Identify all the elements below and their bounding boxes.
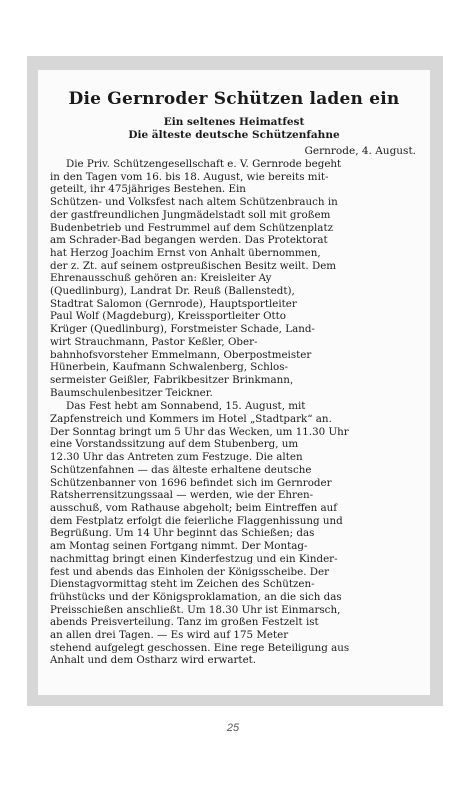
text-line: der gastfreundlichen Jungmädelstadt soll mit großem [50,208,331,221]
text-line: (Quedlinburg), Landrat Dr. Reuß (Ballenstedt), [50,285,295,298]
text-line: abends Preisverteilung. Tanz im großen Festzelt ist [50,616,319,629]
text-line: Paul Wolf (Magdeburg), Kreissportleiter Otto [50,310,286,323]
text-line: Schützen- und Volksfest nach altem Schützenbrauch in [50,196,338,209]
article-card [38,70,430,695]
text-line: Stadtrat Salomon (Gernrode), Hauptsportleiter [50,297,297,310]
paragraph-1 [50,158,418,399]
text-line: Die Priv. Schützengesellschaft e. V. Gernrode begeht [66,158,342,170]
text-line: Baumschulenbesitzer Teickner. [50,386,213,399]
subheading-2: Die älteste deutsche Schützenfahne [128,129,340,141]
text-line: Krüger (Quedlinburg), Forstmeister Schade, Land- [50,323,315,336]
page-number: 25 [226,722,240,734]
text-line: 12.30 Uhr das Antreten zum Festzuge. Die alten [50,451,303,464]
paragraph-2 [50,400,418,667]
text-line: am Schrader-Bad begangen werden. Das Protektorat [50,234,328,247]
text-line: nachmittag bringt einen Kinderfestzug und ein Kinder- [50,552,338,565]
text-line: Zapfenstreich und Kommers im Hotel „Stadtpark“ an. [50,413,332,426]
text-line: frühstücks und der Königsproklamation, an die sich das [50,590,342,603]
subheading-1: Ein seltenes Heimatfest [163,116,305,128]
text-line: Budenbetrieb und Festrummel auf dem Schützenplatz [50,221,334,234]
text-line: fest und abends das Einholen der Königsscheibe. Der [50,565,330,578]
text-line: Anhalt und dem Ostharz wird erwartet. [50,654,257,667]
text-line: in den Tagen vom 16. bis 18. August, wie bereits mit- [50,170,329,183]
text-line: Schützenfahnen — das älteste erhaltene deutsche [50,463,312,476]
text-line: geteilt, ihr 475jähriges Bestehen. Ein [50,183,246,196]
text-line: Preisschießen anschließt. Um 18.30 Uhr ist Einmarsch, [50,603,341,616]
text-line: dem Festplatz erfolgt die feierliche Flaggenhissung und [50,514,343,527]
text-line: Ehrenausschuß gehören an: Kreisleiter Ay [50,272,272,285]
text-line: der z. Zt. auf seinem ostpreußischen Besitz weilt. Dem [50,259,337,272]
dateline: Gernrode, 4. August. [304,145,416,157]
text-line: ausschuß, vom Rathause abgeholt; beim Eintreffen auf [50,501,338,514]
text-line: stehend aufgelegt geschossen. Eine rege Beteiligung aus [50,641,350,654]
text-line: Der Sonntag bringt um 5 Uhr das Wecken, um 11.30 Uhr [50,425,349,438]
text-line: hat Herzog Joachim Ernst von Anhalt übernommen, [50,246,321,259]
text-line: Das Fest hebt am Sonnabend, 15. August, mit [66,400,306,413]
text-line: Hünerbein, Kaufmann Schwalenberg, Schlos- [50,361,289,374]
text-line: Ratsherrensitzungssaal — werden, wie der Ehren- [50,489,314,502]
text-line: Schützenbanner von 1696 befindet sich im Gernroder [50,476,332,489]
text-line: bahnhofsvorsteher Emmelmann, Oberpostmeister [50,348,312,361]
text-line: Begrüßung. Um 14 Uhr beginnt das Schießen; das [50,527,315,540]
text-line: an allen drei Tagen. — Es wird auf 175 Meter [50,629,289,642]
article-headline: Die Gernroder Schützen laden ein [68,89,400,109]
text-line: am Montag seinen Fortgang nimmt. Der Montag- [50,540,308,553]
text-line: sermeister Geißler, Fabrikbesitzer Brinkmann, [50,373,294,386]
text-line: eine Vorstandssitzung auf dem Stubenberg, um [50,438,299,451]
text-line: wirt Strauchmann, Pastor Keßler, Ober- [50,335,258,348]
text-line: Dienstagvormittag steht im Zeichen des Schützen- [50,578,315,591]
